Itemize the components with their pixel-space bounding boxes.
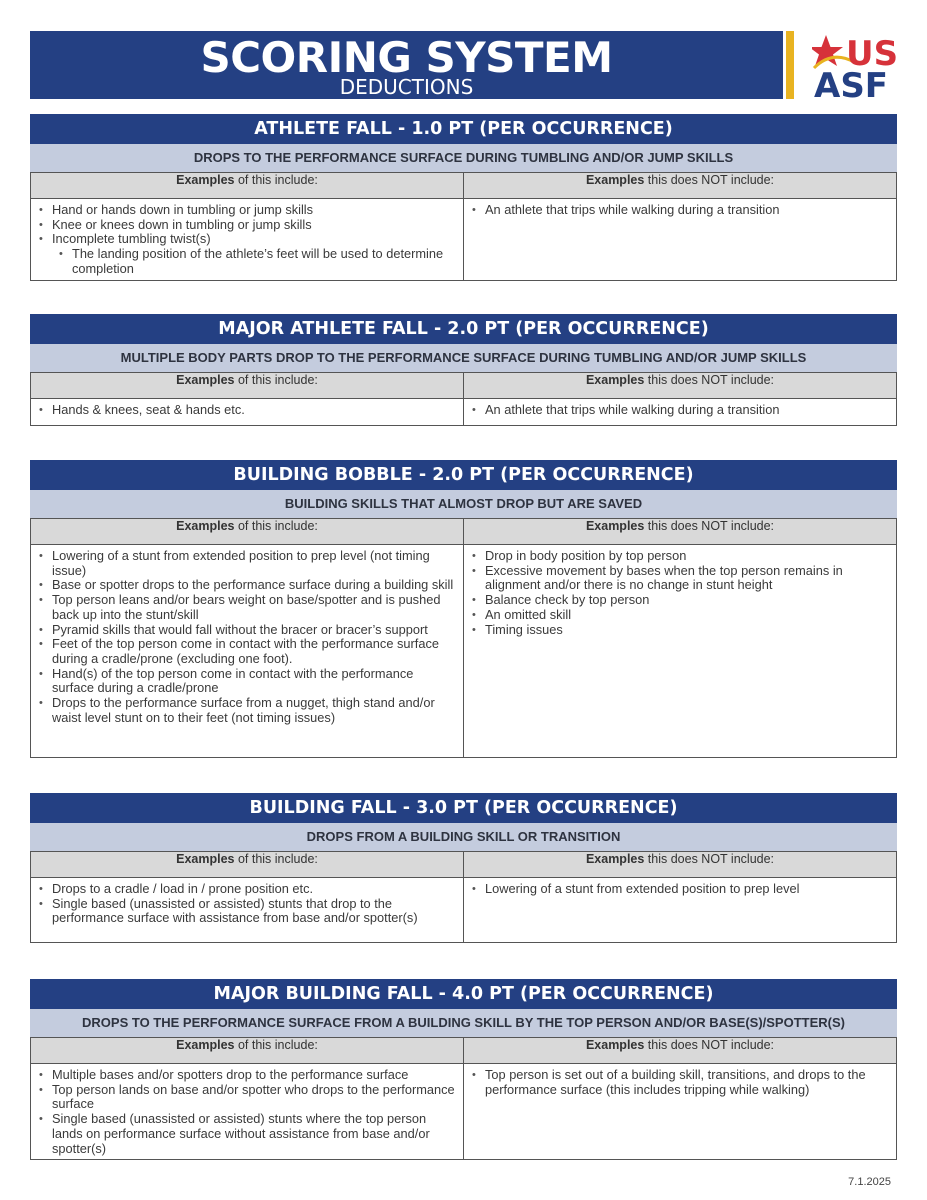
list-item: • Multiple bases and/or spotters drop to the performance surface — [37, 1068, 457, 1083]
list-item: • Lowering of a stunt from extended position to prep level — [470, 882, 890, 897]
excludes-header: Examples this does NOT include: — [464, 519, 897, 545]
section-subtitle: MULTIPLE BODY PARTS DROP TO THE PERFORMANCE SURFACE DURING TUMBLING AND/OR JUMP SKILLS — [30, 344, 897, 372]
excludes-cell — [464, 878, 897, 943]
section-title: BUILDING BOBBLE - 2.0 PT (PER OCCURRENCE) — [30, 460, 897, 490]
list-item: • An omitted skill — [470, 608, 890, 623]
includes-header: Examples of this include: — [31, 373, 464, 399]
section-subtitle: DROPS TO THE PERFORMANCE SURFACE DURING TUMBLING AND/OR JUMP SKILLS — [30, 144, 897, 172]
list-item: • Drop in body position by top person — [470, 549, 890, 564]
revision-date: 7.1.2025 — [848, 1176, 891, 1188]
page-subtitle: DEDUCTIONS — [339, 75, 474, 99]
page-title: SCORING SYSTEM — [200, 33, 613, 82]
section-subtitle: DROPS FROM A BUILDING SKILL OR TRANSITION — [30, 823, 897, 851]
list-item: • Knee or knees down in tumbling or jump skills — [37, 218, 457, 233]
page-header — [30, 31, 783, 99]
list-item: • Base or spotter drops to the performance surface during a building skill — [37, 578, 457, 593]
header-accent-bar — [786, 31, 794, 99]
list-item: • Hand(s) of the top person come in contact with the performance surface during a cradle/prone — [37, 667, 457, 696]
includes-header: Examples of this include: — [31, 173, 464, 199]
list-item: • Pyramid skills that would fall without the bracer or bracer’s support — [37, 623, 457, 638]
excludes-header: Examples this does NOT include: — [464, 1038, 897, 1064]
list-item: • Top person is set out of a building skill, transitions, and drops to the performance surface (this includes tripping while walking) — [470, 1068, 890, 1097]
includes-header: Examples of this include: — [31, 519, 464, 545]
list-item: • Timing issues — [470, 623, 890, 638]
includes-cell — [31, 399, 464, 426]
list-item: • Top person lands on base and/or spotter who drops to the performance surface — [37, 1083, 457, 1112]
excludes-header: Examples this does NOT include: — [464, 852, 897, 878]
deduction-section-building-fall — [30, 793, 897, 943]
list-item: • Excessive movement by bases when the top person remains in alignment and/or there is no change in stunt height — [470, 564, 890, 593]
deduction-section-major-athlete-fall — [30, 314, 897, 426]
excludes-header: Examples this does NOT include: — [464, 173, 897, 199]
star-icon — [812, 35, 843, 66]
examples-table — [30, 372, 897, 426]
excludes-cell — [464, 1064, 897, 1160]
list-subitem: • The landing position of the athlete’s feet will be used to determine completion — [37, 247, 457, 276]
includes-header: Examples of this include: — [31, 852, 464, 878]
list-item: • Top person leans and/or bears weight on base/spotter and is pushed back up into the stunt/skill — [37, 593, 457, 622]
includes-cell — [31, 1064, 464, 1160]
examples-table — [30, 518, 897, 758]
list-item: • Drops to the performance surface from a nugget, thigh stand and/or waist level stunt on to their feet (not timing issues) — [37, 696, 457, 725]
examples-table — [30, 851, 897, 943]
deduction-section-athlete-fall — [30, 114, 897, 281]
list-item: • Balance check by top person — [470, 593, 890, 608]
list-item: • An athlete that trips while walking during a transition — [470, 403, 890, 418]
section-title: BUILDING FALL - 3.0 PT (PER OCCURRENCE) — [30, 793, 897, 823]
section-title: MAJOR ATHLETE FALL - 2.0 PT (PER OCCURRENCE) — [30, 314, 897, 344]
section-subtitle: BUILDING SKILLS THAT ALMOST DROP BUT ARE SAVED — [30, 490, 897, 518]
includes-cell — [31, 199, 464, 281]
section-title: MAJOR BUILDING FALL - 4.0 PT (PER OCCURRENCE) — [30, 979, 897, 1009]
includes-cell — [31, 545, 464, 758]
includes-cell — [31, 878, 464, 943]
usasf-logo — [812, 32, 902, 100]
list-item: • Incomplete tumbling twist(s) — [37, 232, 457, 247]
list-item: • Lowering of a stunt from extended position to prep level (not timing issue) — [37, 549, 457, 578]
excludes-cell — [464, 545, 897, 758]
excludes-header: Examples this does NOT include: — [464, 373, 897, 399]
list-item: • Single based (unassisted or assisted) stunts that drop to the performance surface with assistance from base and/or spotter(s) — [37, 897, 457, 926]
list-item: • Drops to a cradle / load in / prone position etc. — [37, 882, 457, 897]
list-item: • Feet of the top person come in contact with the performance surface during a cradle/prone (excluding one foot). — [37, 637, 457, 666]
examples-table — [30, 1037, 897, 1160]
list-item: • An athlete that trips while walking during a transition — [470, 203, 890, 218]
section-title: ATHLETE FALL - 1.0 PT (PER OCCURRENCE) — [30, 114, 897, 144]
logo-text-asf: ASF — [814, 66, 889, 100]
list-item: • Single based (unassisted or assisted) stunts where the top person lands on performance surface without assistance from base and/or spotter(s) — [37, 1112, 457, 1156]
includes-header: Examples of this include: — [31, 1038, 464, 1064]
list-item: • Hand or hands down in tumbling or jump skills — [37, 203, 457, 218]
section-subtitle: DROPS TO THE PERFORMANCE SURFACE FROM A BUILDING SKILL BY THE TOP PERSON AND/OR BASE(S)/SPOTTER(S) — [30, 1009, 897, 1037]
list-item: • Hands & knees, seat & hands etc. — [37, 403, 457, 418]
deduction-section-building-bobble — [30, 460, 897, 758]
examples-table — [30, 172, 897, 281]
excludes-cell — [464, 399, 897, 426]
deduction-section-major-building-fall — [30, 979, 897, 1160]
excludes-cell — [464, 199, 897, 281]
logo-text-us: US — [846, 34, 899, 74]
